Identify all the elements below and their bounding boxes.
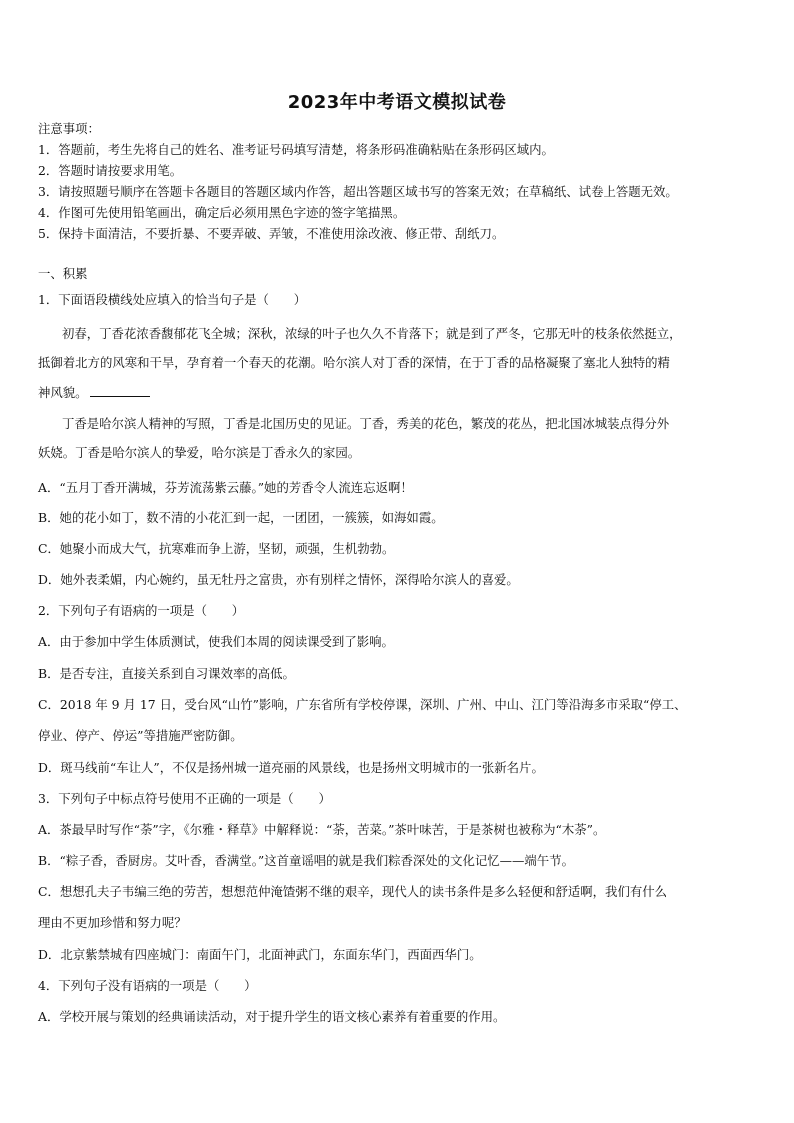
q4-option-a: A．学校开展与策划的经典诵读活动，对于提升学生的语文核心素养有着重要的作用。 — [38, 1009, 506, 1024]
q1-passage-line: 初春，丁香花浓香馥郁花飞全城；深秋，浓绿的叶子也久久不肯落下；就是到了严冬，它那无叶的枝条依然挺立， — [62, 326, 682, 341]
notice-item-1: 1．答题前，考生先将自己的姓名、准考证号码填写清楚，将条形码准确粘贴在条形码区域内。 — [38, 142, 554, 157]
question-4-stem: 4．下列句子没有语病的一项是（ ） — [38, 978, 257, 993]
q3-option-d: D．北京紫禁城有四座城门：南面午门，北面神武门，东面东华门，西面西华门。 — [38, 947, 482, 962]
q2-option-a: A．由于参加中学生体质测试，使我们本周的阅读课受到了影响。 — [38, 634, 394, 649]
section-heading: 一、积累 — [38, 266, 88, 281]
q2-option-c: C．2018 年 9 月 17 日，受台风“山竹”影响，广东省所有学校停课，深圳、广州、中山、江门等沿海多市采取“停工、 — [38, 697, 687, 712]
q3-option-a: A．茶最早时写作“荼”字，《尔雅・释草》中解释说：“荼，苦菜。”茶叶味苦，于是茶树也被称为“木荼”。 — [38, 822, 606, 837]
q1-option-b: B．她的花小如丁，数不清的小花汇到一起，一团团，一簇簇，如海如霞。 — [38, 510, 444, 525]
page-title: 2023年中考语文模拟试卷 — [287, 92, 507, 113]
q1-option-d: D．她外表柔媚，内心婉约，虽无牡丹之富贵，亦有别样之情怀，深得哈尔滨人的喜爱。 — [38, 572, 519, 587]
question-3-stem: 3．下列句子中标点符号使用不正确的一项是（ ） — [38, 791, 331, 806]
notice-item-3: 3．请按照题号顺序在答题卡各题目的答题区域内作答，超出答题区域书写的答案无效；在草稿纸、试卷上答题无效。 — [38, 184, 678, 199]
notice-item-2: 2．答题时请按要求用笔。 — [38, 163, 183, 178]
q3-option-c: C．想想孔夫子韦编三绝的劳苦，想想范仲淹馇粥不继的艰辛，现代人的读书条件是多么轻便和舒适啊，我们有什么 — [38, 884, 668, 899]
q2-option-c-continued: 停业、停产、停运”等措施严密防御。 — [38, 728, 243, 743]
q1-passage-line: 丁香是哈尔滨人精神的写照，丁香是北国历史的见证。丁香，秀美的花色，繁茂的花丛，把北国冰城装点得分外 — [62, 416, 670, 431]
question-2-stem: 2．下列句子有语病的一项是（ ） — [38, 603, 245, 618]
answer-blank — [90, 384, 150, 397]
q1-passage-line: 妖娆。丁香是哈尔滨人的挚爱，哈尔滨是丁香永久的家园。 — [38, 445, 361, 460]
q3-option-c-continued: 理由不更加珍惜和努力呢？ — [38, 915, 187, 930]
q1-passage-line-with-blank — [38, 384, 760, 401]
q2-option-b: B．是否专注，直接关系到自习课效率的高低。 — [38, 666, 295, 681]
q2-option-d: D．斑马线前“车让人”，不仅是扬州城一道亮丽的风景线，也是扬州文明城市的一张新名片。 — [38, 760, 544, 775]
q3-option-b: B．“粽子香，香厨房。艾叶香，香满堂。”这首童谣唱的就是我们粽香深处的文化记忆——端午节。 — [38, 853, 574, 868]
question-1-stem: 1．下面语段横线处应填入的恰当句子是（ ） — [38, 292, 307, 307]
q1-passage-text: 神风貌。 — [38, 385, 88, 400]
q1-passage-line: 抵御着北方的风寒和干旱，孕育着一个春天的花潮。哈尔滨人对丁香的深情，在于丁香的品格凝聚了塞北人独特的精 — [38, 355, 670, 370]
q1-option-c: C．她聚小而成大气，抗寒难而争上游，坚韧，顽强，生机勃勃。 — [38, 541, 395, 556]
notice-heading: 注意事项： — [38, 121, 100, 136]
notice-item-5: 5．保持卡面清洁，不要折暴、不要弄破、弄皱，不准使用涂改液、修正带、刮纸刀。 — [38, 226, 505, 241]
notice-item-4: 4．作图可先使用铅笔画出，确定后必须用黑色字迹的签字笔描黑。 — [38, 205, 406, 220]
q1-option-a: A．“五月丁香开满城，芬芳流荡紫云藤。”她的芳香令人流连忘返啊！ — [38, 480, 413, 495]
